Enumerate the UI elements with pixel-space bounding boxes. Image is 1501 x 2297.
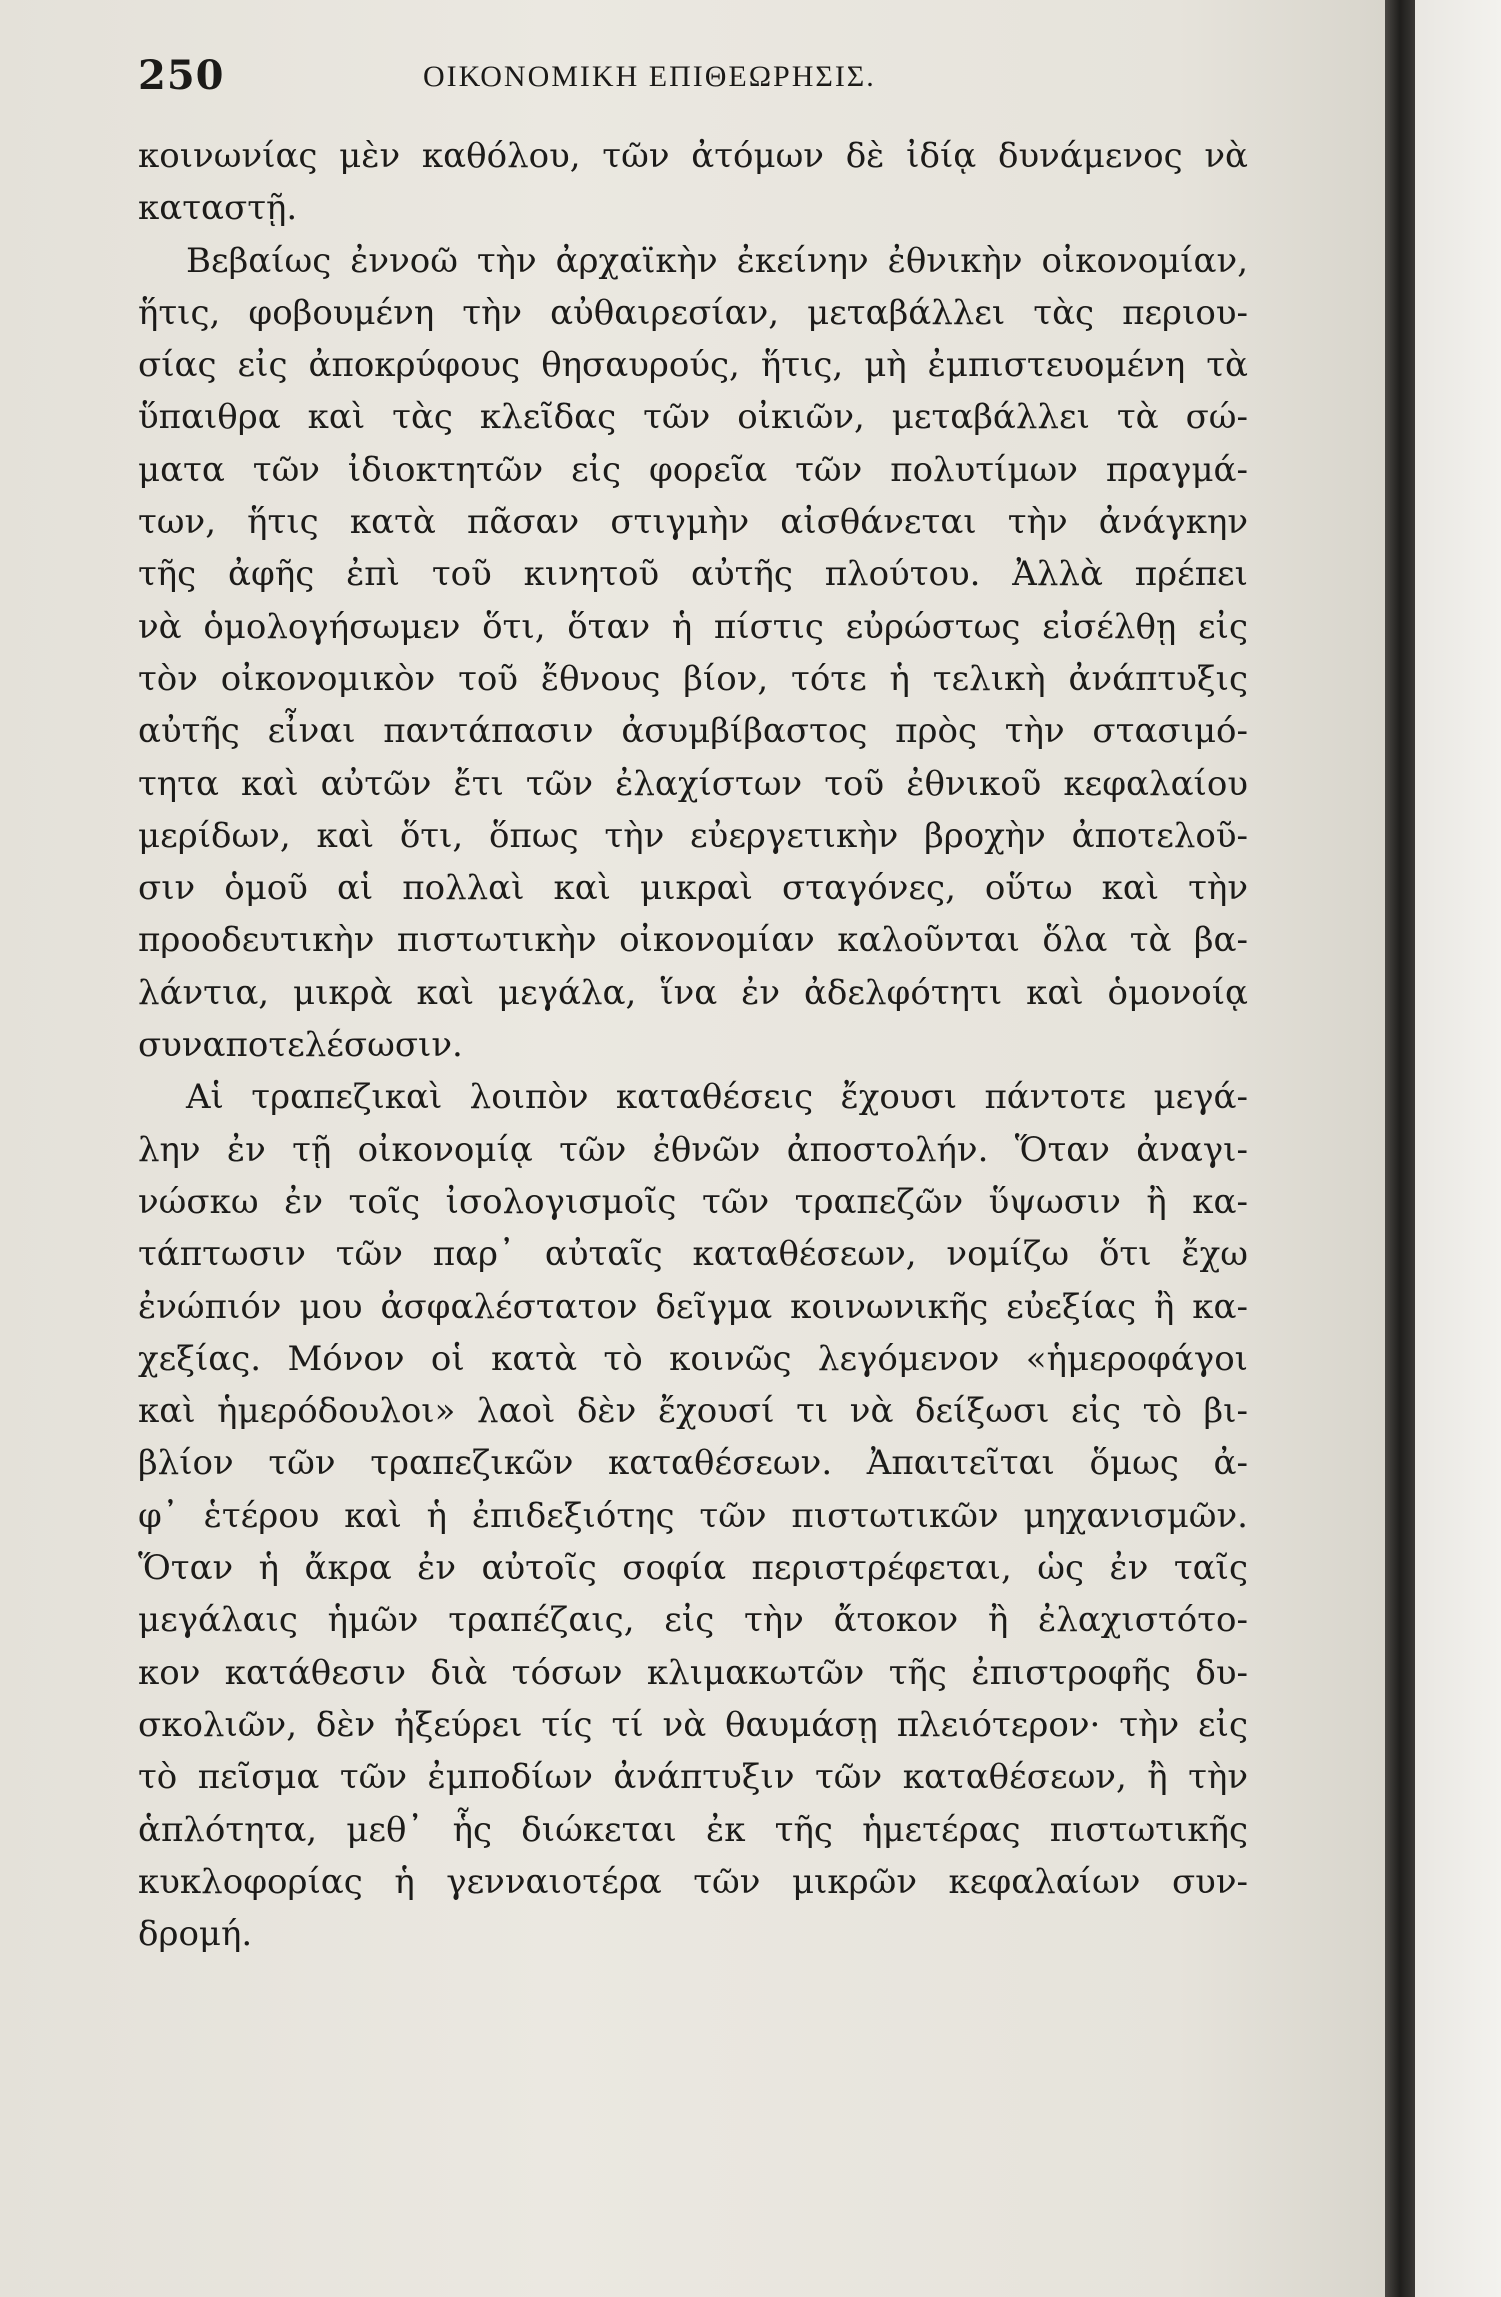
text-line: ὕπαιθρα καὶ τὰς κλεῖδας τῶν οἰκιῶν, μεταβάλλει τὰ σώ- [138,397,1248,438]
text-line: μερίδων, καὶ ὅτι, ὅπως τὴν εὐεργετικὴν βροχὴν ἀποτελοῦ- [138,815,1248,856]
text-line: ματα τῶν ἰδιοκτητῶν εἰς φορεῖα τῶν πολυτίμων πραγμά- [138,449,1248,490]
facing-page-edge [1415,0,1501,2297]
book-gutter-shadow [1385,0,1415,2297]
text-line: χεξίας. Μόνον οἱ κατὰ τὸ κοινῶς λεγόμενον «ἡμεροφάγοι [138,1338,1248,1379]
text-line: προοδευτικὴν πιστωτικὴν οἰκονομίαν καλοῦνται ὅλα τὰ βα- [138,920,1248,961]
text-line: λάντια, μικρὰ καὶ μεγάλα, ἵνα ἐν ἀδελφότητι καὶ ὁμονοίᾳ [138,972,1248,1013]
text-line: καὶ ἡμερόδουλοι» λαοὶ δὲν ἔχουσί τι νὰ δείξωσι εἰς τὸ βι- [138,1391,1248,1432]
text-line: τὸ πεῖσμα τῶν ἐμποδίων ἀνάπτυξιν τῶν καταθέσεων, ἢ τὴν [138,1757,1248,1798]
text-line: τητα καὶ αὐτῶν ἔτι τῶν ἐλαχίστων τοῦ ἐθνικοῦ κεφαλαίου [138,763,1248,804]
text-line: σιν ὁμοῦ αἱ πολλαὶ καὶ μικραὶ σταγόνες, οὕτω καὶ τὴν [138,868,1248,909]
text-line: νώσκω ἐν τοῖς ἰσολογισμοῖς τῶν τραπεζῶν ὕψωσιν ἢ κα- [138,1181,1248,1222]
text-line: Βεβαίως ἐννοῶ τὴν ἀρχαϊκὴν ἐκείνην ἐθνικὴν οἰκονομίαν, [186,240,1248,281]
text-line: κοινωνίας μὲν καθόλου, τῶν ἀτόμων δὲ ἰδίᾳ δυνάμενος νὰ [138,136,1248,176]
text-line: μεγάλαις ἡμῶν τραπέζαις, εἰς τὴν ἄτοκον ἢ ἐλαχιστότο- [138,1600,1248,1641]
text-line: νὰ ὁμολογήσωμεν ὅτι, ὅταν ἡ πίστις εὐρώστως εἰσέλθῃ εἰς [138,606,1248,647]
text-line: λην ἐν τῇ οἰκονομίᾳ τῶν ἐθνῶν ἀποστολήν. Ὅταν ἀναγι- [138,1129,1248,1170]
text-line: συναποτελέσωσιν. [138,1025,463,1066]
text-line: τάπτωσιν τῶν παρ᾽ αὐταῖς καταθέσεων, νομίζω ὅτι ἔχω [138,1234,1248,1275]
text-line: καταστῇ. [138,188,298,229]
text-line: σκολιῶν, δὲν ἠξεύρει τίς τί νὰ θαυμάσῃ πλειότερον· τὴν εἰς [138,1704,1248,1745]
page-number: 250 [138,52,225,99]
text-line: τῆς ἀφῆς ἐπὶ τοῦ κινητοῦ αὐτῆς πλούτου. Ἀλλὰ πρέπει [138,554,1248,595]
page-header [138,52,1248,112]
text-line: κυκλοφορίας ἡ γενναιοτέρα τῶν μικρῶν κεφαλαίων συν- [138,1861,1248,1902]
text-line: των, ἥτις κατὰ πᾶσαν στιγμὴν αἰσθάνεται τὴν ἀνάγκην [138,502,1248,543]
text-line: τὸν οἰκονομικὸν τοῦ ἔθνους βίον, τότε ἡ τελικὴ ἀνάπτυξις [138,658,1248,699]
text-line: φ᾽ ἑτέρου καὶ ἡ ἐπιδεξιότης τῶν πιστωτικῶν μηχανισμῶν. [138,1495,1248,1536]
text-line: Ὅταν ἡ ἄκρα ἐν αὐτοῖς σοφία περιστρέφεται, ὡς ἐν ταῖς [138,1548,1248,1589]
text-line: κον κατάθεσιν διὰ τόσων κλιμακωτῶν τῆς ἐπιστροφῆς δυ- [138,1652,1248,1693]
text-line: σίας εἰς ἀποκρύφους θησαυρούς, ἥτις, μὴ ἐμπιστευομένη τὰ [138,345,1248,386]
text-line: ἥτις, φοβουμένη τὴν αὐθαιρεσίαν, μεταβάλλει τὰς περιου- [138,292,1248,333]
text-line: Αἱ τραπεζικαὶ λοιπὸν καταθέσεις ἔχουσι πάντοτε μεγά- [186,1077,1248,1118]
text-line: αὐτῆς εἶναι παντάπασιν ἀσυμβίβαστος πρὸς τὴν στασιμό- [138,711,1248,752]
text-line: ἐνώπιόν μου ἀσφαλέστατον δεῖγμα κοινωνικῆς εὐεξίας ἢ κα- [138,1286,1248,1327]
text-line: βλίον τῶν τραπεζικῶν καταθέσεων. Ἀπαιτεῖται ὅμως ἀ- [138,1443,1248,1484]
running-title: ΟΙΚΟΝΟΜΙΚΗ ΕΠΙΘΕΩΡΗΣΙΣ. [423,60,876,93]
body-text [138,130,1248,1960]
text-line: ἁπλότητα, μεθ᾽ ἧς διώκεται ἐκ τῆς ἡμετέρας πιστωτικῆς [138,1809,1248,1850]
text-line: δρομή. [138,1914,253,1955]
